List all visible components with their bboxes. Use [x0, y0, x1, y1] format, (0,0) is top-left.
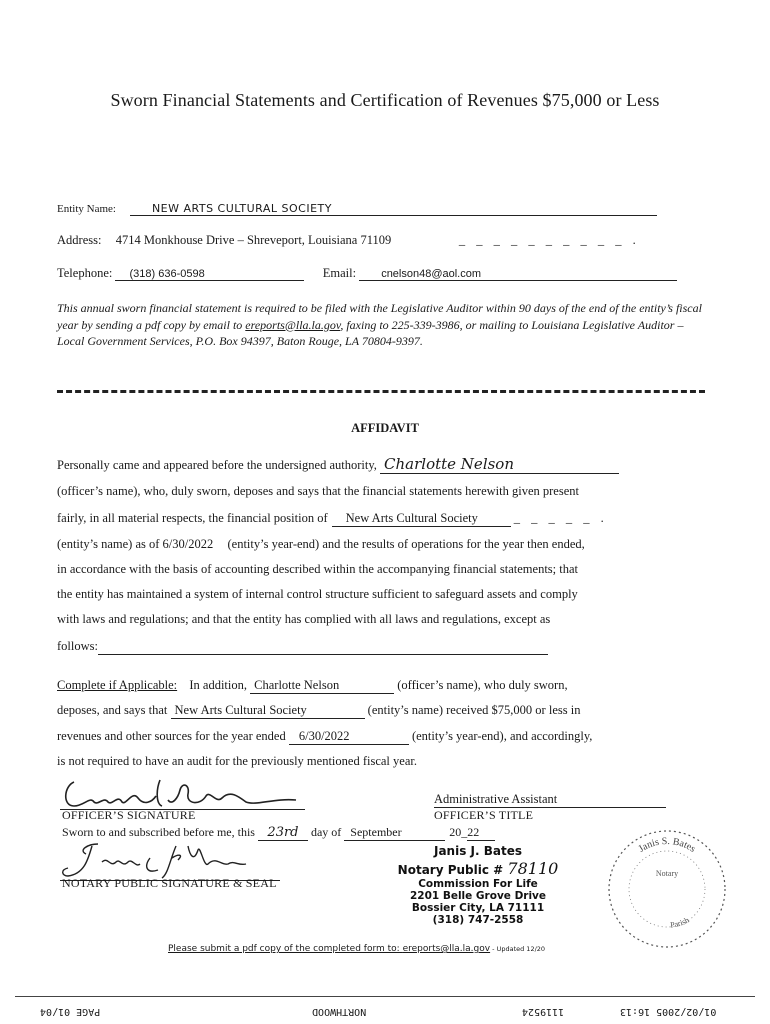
affidavit-line-1 — [57, 455, 619, 474]
certification-text: (entity’s year-end), and accordingly, — [411, 729, 593, 743]
certification-text: In addition, — [189, 678, 248, 692]
officer-signature-scribble — [60, 776, 300, 812]
certification-entity-name: New Arts Cultural Society — [171, 703, 365, 719]
notary-signature-scribble — [58, 840, 298, 880]
affidavit-text: follows: — [57, 639, 98, 653]
certification-heading: Complete if Applicable: — [57, 678, 178, 692]
fax-date-time: 01/02/2005 16:13 — [620, 1006, 717, 1017]
section-divider — [57, 390, 705, 393]
footer-updated: - Updated 12/20 — [490, 945, 546, 953]
entity-name-value: NEW ARTS CULTURAL SOCIETY — [130, 202, 657, 216]
notary-signature-label: NOTARY PUBLIC SIGNATURE & SEAL — [62, 876, 277, 890]
officer-title-field — [434, 792, 666, 808]
sworn-year: 22 — [467, 825, 495, 841]
affidavit-text: Personally came and appeared before the undersigned authority, — [57, 458, 381, 472]
officer-title-label: OFFICER’S TITLE — [434, 808, 534, 822]
notary-stamp-commission: Commission For Life — [418, 878, 538, 890]
address-dash-fill: _ _ _ _ _ _ _ _ _ _ . — [458, 233, 640, 247]
officer-signature-label: OFFICER’S SIGNATURE — [62, 808, 196, 822]
address-value: 4714 Monkhouse Drive – Shreveport, Louisiana 71109 — [115, 233, 392, 247]
address-label: Address: — [57, 233, 102, 247]
officer-name-handwritten: Charlotte Nelson — [380, 455, 619, 474]
affidavit-line-5: in accordance with the basis of accounting described within the accompanying financial statements; that — [57, 562, 579, 576]
affidavit-line-7: with laws and regulations; and that the entity has complied with all laws and regulations, except as — [57, 612, 551, 626]
affidavit-text: (entity’s year-end) and the results of operations for the year then ended, — [227, 537, 585, 551]
certification-line-3 — [57, 729, 592, 745]
entity-name-label: Entity Name: — [57, 203, 116, 215]
sworn-text: Sworn to and subscribed before me, this — [62, 825, 255, 839]
footer-submit-text: Please submit a pdf copy of the completed form to: — [168, 944, 403, 954]
telephone-value: (318) 636-0598 — [115, 268, 304, 281]
fax-page: PAGE 01/04 — [40, 1006, 101, 1017]
certification-text: deposes, and says that — [57, 703, 168, 717]
affidavit-line-3 — [57, 511, 608, 527]
seal-text-bottom: Parish — [669, 915, 691, 930]
dash-fill: _ _ _ _ _ . — [513, 511, 608, 525]
affidavit-entity-name: New Arts Cultural Society — [332, 511, 511, 527]
affidavit-text: fairly, in all material respects, the financial position of — [57, 511, 328, 525]
fax-number: 1119524 — [522, 1006, 565, 1017]
notary-stamp-name: Janis J. Bates — [433, 844, 522, 858]
affidavit-line-8 — [57, 639, 548, 655]
affidavit-line-2: (officer’s name), who, duly sworn, deposes and says that the financial statements herewith given present — [57, 484, 579, 498]
certification-year-end: 6/30/2022 — [289, 729, 409, 745]
officer-signature — [60, 776, 300, 810]
instructions-text-1: This annual sworn financial statement is required to be filed with the Legislative Auditor within 90 days of the end of the entity’s fiscal year by sending a pdf copy by email to — [57, 301, 702, 332]
address-row — [57, 233, 640, 248]
notary-stamp-title-line — [368, 859, 588, 878]
notary-stamp-address-1: 2201 Belle Grove Drive — [409, 890, 547, 902]
certification-line-1 — [57, 678, 568, 694]
footer-email-link[interactable]: ereports@lla.la.gov — [402, 944, 491, 954]
notary-seal-emblem — [604, 826, 730, 952]
seal-text-top: Janis S. Bates — [636, 835, 698, 855]
affidavit-heading: AFFIDAVIT — [351, 421, 419, 435]
notary-stamp-address-2: Bossier City, LA 71111 — [411, 902, 545, 914]
filing-instructions — [57, 300, 707, 350]
certification-text: (officer’s name), who duly sworn, — [397, 678, 568, 692]
affidavit-line-4 — [57, 537, 585, 552]
notary-stamp-phone: (318) 747-2558 — [432, 914, 524, 926]
notary-stamp — [368, 844, 588, 926]
seal-text-mid: Notary — [655, 869, 679, 878]
sworn-line: Sworn to and subscribed before me, this 23rd day of September 20_22 — [62, 825, 495, 841]
telephone-label: Telephone: — [57, 266, 113, 280]
affidavit-text: (entity’s name) as of — [57, 537, 160, 551]
certification-officer-name: Charlotte Nelson — [250, 678, 394, 694]
footer-submit — [168, 944, 545, 954]
fax-sender: NORTHWOOD — [312, 1006, 367, 1017]
entity-name-row — [57, 200, 657, 216]
notary-signature — [58, 840, 298, 880]
certification-text: (entity’s name) received $75,000 or less in — [367, 703, 581, 717]
notary-seal — [604, 826, 730, 952]
email-value: cnelson48@aol.com — [359, 268, 677, 281]
sworn-month: September — [344, 825, 445, 841]
contact-row — [57, 266, 677, 281]
notary-stamp-title: Notary Public # — [397, 863, 504, 877]
form-title: Sworn Financial Statements and Certification of Revenues $75,000 or Less — [110, 90, 660, 110]
sworn-year-prefix: 20 — [449, 825, 462, 839]
instructions-email-link[interactable]: ereports@lla.la.gov — [245, 317, 341, 332]
instructions-text-2: , faxing to 225-339-3986, or mailing to Louisiana Legislative Auditor – Local Government Services, P.O. Box 94397, Baton Rouge, LA 70804-9397. — [57, 317, 684, 348]
officer-title-value: Administrative Assistant — [434, 792, 666, 808]
fax-header-rule — [15, 996, 755, 997]
affidavit-year-end: 6/30/2022 — [162, 537, 214, 551]
email-label: Email: — [322, 266, 357, 280]
certification-text: revenues and other sources for the year ended — [57, 729, 286, 743]
affidavit-line-6: the entity has maintained a system of internal control structure sufficient to safeguard assets and comply — [57, 587, 578, 601]
exceptions-blank — [98, 639, 548, 655]
certification-line-4: is not required to have an audit for the previously mentioned fiscal year. — [57, 754, 417, 768]
certification-line-2 — [57, 703, 580, 719]
notary-number-handwritten: 78110 — [507, 859, 559, 878]
sworn-day-handwritten: 23rd — [258, 825, 308, 841]
sworn-text: day of — [310, 825, 342, 839]
